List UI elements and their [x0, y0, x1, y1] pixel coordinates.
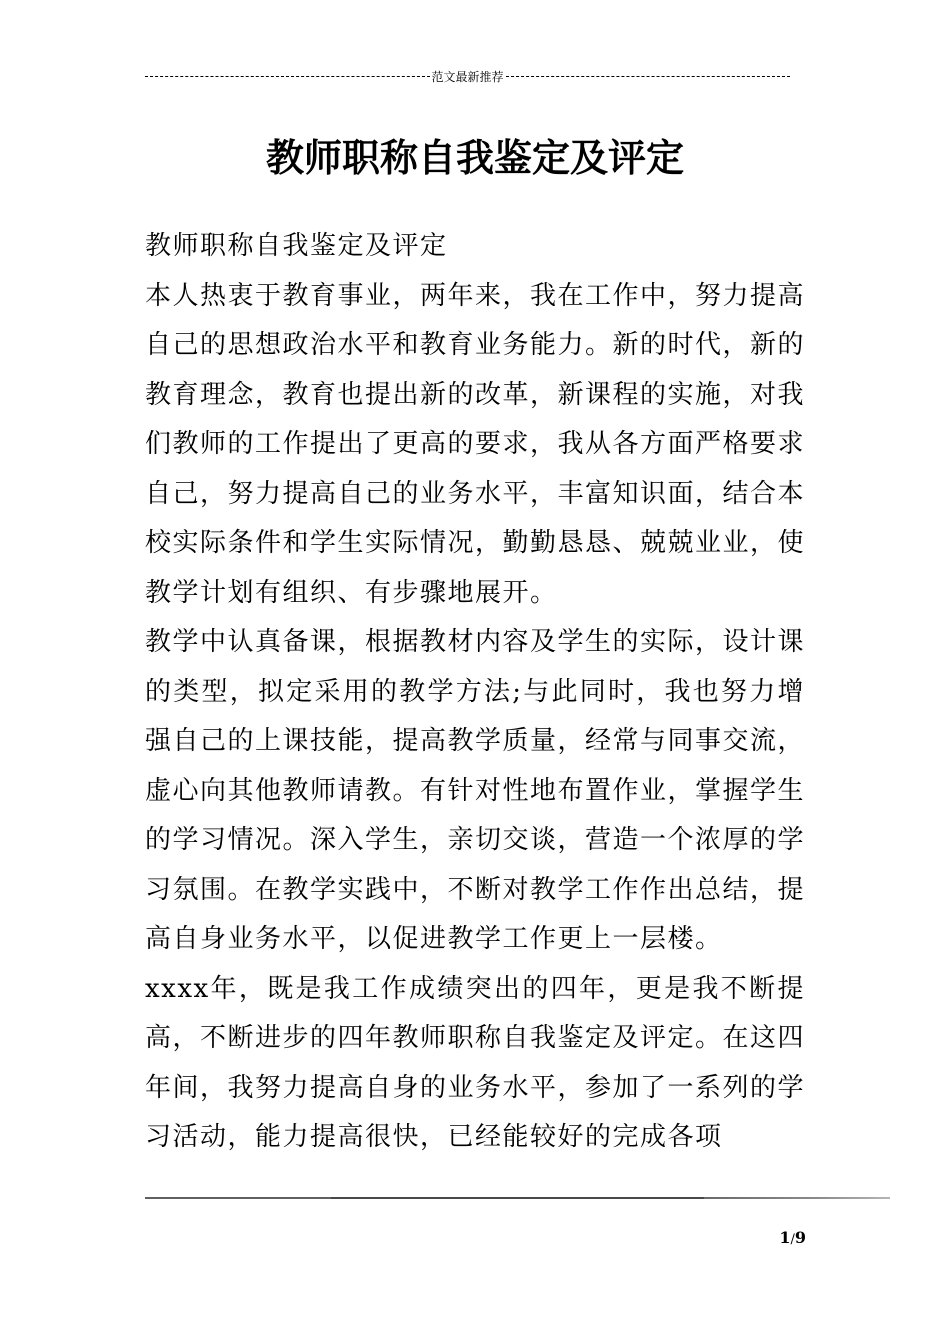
header-label: 范文最新推荐 — [431, 69, 504, 84]
body-paragraph: xxxx年，既是我工作成绩突出的四年，更是我不断提高，不断进步的四年教师职称自我鉴定及评定。在这四年间，我努力提高自身的业务水平，参加了一系列的学习活动，能力提高很快，已经能较好的完成各项 — [145, 973, 806, 1152]
header-rule — [145, 66, 790, 86]
footer-rule — [145, 1196, 890, 1200]
page-separator: / — [790, 1232, 795, 1247]
body-paragraph: 教学中认真备课，根据教材内容及学生的实际，设计课的类型，拟定采用的教学方法;与此同时，我也努力增强自己的上课技能，提高教学质量，经常与同事交流，虚心向其他教师请教。有针对性地布置作业，掌握学生的学习情况。深入学生，亲切交谈，营造一个浓厚的学习氛围。在教学实践中，不断对教学工作作出总结，提高自身业务水平，以促进教学工作更上一层楼。 — [145, 627, 806, 954]
page-total: 9 — [794, 1228, 806, 1247]
body-paragraph: 本人热衷于教育事业，两年来，我在工作中，努力提高自己的思想政治水平和教育业务能力。新的时代，新的教育理念，教育也提出新的改革，新课程的实施，对我们教师的工作提出了更高的要求，我从各方面严格要求自己，努力提高自己的业务水平，丰富知识面，结合本校实际条件和学生实际情况，勤勤恳恳、兢兢业业，使教学计划有组织、有步骤地展开。 — [145, 280, 806, 608]
page-number — [779, 1228, 806, 1247]
body-paragraph: 教师职称自我鉴定及评定 — [145, 231, 448, 261]
page-current: 1 — [779, 1228, 791, 1247]
header-dashes-left — [145, 76, 430, 77]
document-body — [145, 222, 805, 1163]
document-title: 教师职称自我鉴定及评定 — [265, 136, 684, 180]
header-dashes-right — [506, 76, 791, 77]
